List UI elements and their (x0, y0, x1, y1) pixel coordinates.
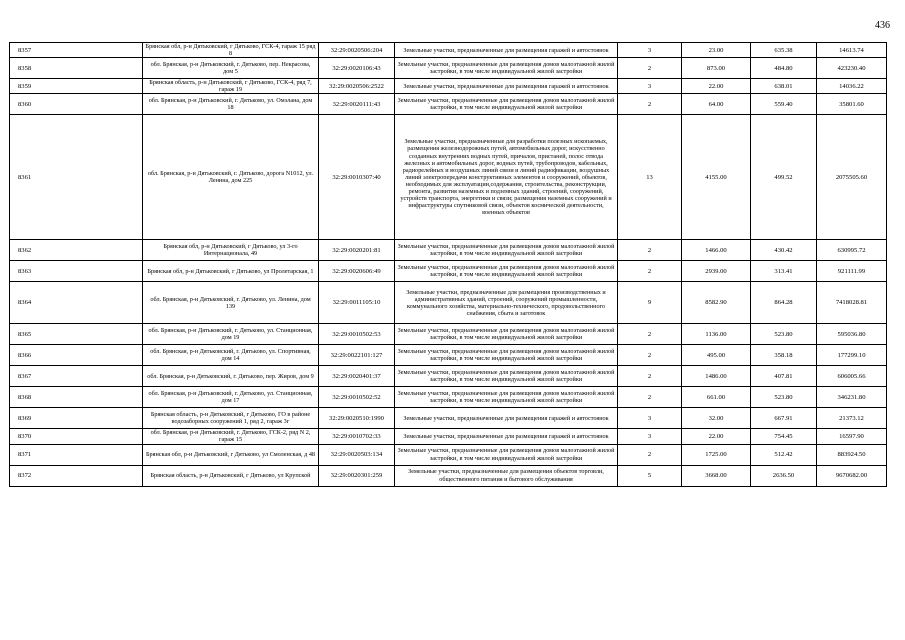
area-cell: 661.00 (682, 387, 751, 408)
table-row (10, 429, 887, 444)
specific-value-cell: 754.45 (751, 429, 817, 444)
table-row (10, 43, 887, 58)
land-purpose-cell: Земельные участки, предназначенные для размещения домов малоэтажной жилой застройки, в том числе индивидуальной жилой застройки (395, 444, 618, 465)
group-code-cell: 2 (618, 324, 682, 345)
table-row (10, 115, 887, 240)
specific-value-cell: 638.01 (751, 79, 817, 94)
land-purpose-cell: Земельные участки, предназначенные для размещения домов малоэтажной жилой застройки, в том числе индивидуальной жилой застройки (395, 261, 618, 282)
specific-value-cell: 559.40 (751, 94, 817, 115)
area-cell: 8582.90 (682, 282, 751, 324)
cadastral-value-cell: 630995.72 (817, 240, 887, 261)
specific-value-cell: 864.28 (751, 282, 817, 324)
group-code-cell: 2 (618, 366, 682, 387)
cadastral-number-cell: 32:29:0020506:2522 (319, 79, 395, 94)
table-row (10, 58, 887, 79)
cadastral-value-cell: 423230.40 (817, 58, 887, 79)
table-row (10, 345, 887, 366)
land-purpose-cell: Земельные участки, предназначенные для размещения гаражей и автостоянок (395, 429, 618, 444)
land-purpose-cell: Земельные участки, предназначенные для размещения домов малоэтажной жилой застройки, в том числе индивидуальной жилой застройки (395, 240, 618, 261)
row-number-cell: 8364 (10, 282, 143, 324)
address-cell: Брянская обл, р-н Дятьковский, г Дятьково, ГСК-4, гараж 15 ряд 8 (143, 43, 319, 58)
area-cell: 64.00 (682, 94, 751, 115)
area-cell: 495.00 (682, 345, 751, 366)
specific-value-cell: 2636.50 (751, 465, 817, 486)
cadastral-value-cell: 595036.80 (817, 324, 887, 345)
cadastral-value-cell: 177299.10 (817, 345, 887, 366)
row-number-cell: 8368 (10, 387, 143, 408)
address-cell: обл. Брянская, р-н Дятьковский, г. Дятьково, ул. Ленина, дом 139 (143, 282, 319, 324)
table-row (10, 444, 887, 465)
row-number-cell: 8362 (10, 240, 143, 261)
specific-value-cell: 635.38 (751, 43, 817, 58)
row-number-cell: 8370 (10, 429, 143, 444)
cadastral-value-cell: 921111.99 (817, 261, 887, 282)
group-code-cell: 3 (618, 408, 682, 429)
cadastral-number-cell: 32:29:0022101:127 (319, 345, 395, 366)
row-number-cell: 8372 (10, 465, 143, 486)
address-cell: Брянская область, р-н Дятьковский, г Дятьково, ул Крупской (143, 465, 319, 486)
group-code-cell: 3 (618, 43, 682, 58)
cadastral-number-cell: 32:29:0020301:259 (319, 465, 395, 486)
specific-value-cell: 358.18 (751, 345, 817, 366)
cadastral-number-cell: 32:29:0020401:37 (319, 366, 395, 387)
row-number-cell: 8358 (10, 58, 143, 79)
address-cell: обл. Брянская, р-н Дятьковский, г. Дятьково, пер. Некрасова, дом 5 (143, 58, 319, 79)
land-purpose-cell: Земельные участки, предназначенные для размещения объектов торговли, общественного питания и бытового обслуживания (395, 465, 618, 486)
land-purpose-cell: Земельные участки, предназначенные для размещения гаражей и автостоянок (395, 43, 618, 58)
land-purpose-cell: Земельные участки, предназначенные для размещения домов малоэтажной жилой застройки, в том числе индивидуальной жилой застройки (395, 58, 618, 79)
address-cell: обл. Брянская, р-н Дятьковский, г. Дятьково, ул. Станционная, дом 19 (143, 324, 319, 345)
address-cell: обл. Брянская, р-н Дятьковский, г. Дятьково, пер. Жиров, дом 9 (143, 366, 319, 387)
table-row (10, 324, 887, 345)
cadastral-number-cell: 32:29:0020201:81 (319, 240, 395, 261)
group-code-cell: 3 (618, 79, 682, 94)
group-code-cell: 2 (618, 387, 682, 408)
group-code-cell: 5 (618, 465, 682, 486)
cadastral-number-cell: 32:29:0011105:10 (319, 282, 395, 324)
table-row (10, 465, 887, 486)
cadastral-value-cell: 606005.66 (817, 366, 887, 387)
area-cell: 22.00 (682, 79, 751, 94)
address-cell: Брянская обл, р-н Дятьковский, г Дятьково, ул 3-го Интернационала, 49 (143, 240, 319, 261)
table-row (10, 240, 887, 261)
table-row (10, 366, 887, 387)
land-purpose-cell: Земельные участки, предназначенные для размещения домов малоэтажной жилой застройки, в том числе индивидуальной жилой застройки (395, 387, 618, 408)
group-code-cell: 2 (618, 261, 682, 282)
cadastral-number-cell: 32:29:0020606:49 (319, 261, 395, 282)
cadastral-value-cell: 7418028.81 (817, 282, 887, 324)
specific-value-cell: 523.80 (751, 387, 817, 408)
address-cell: Брянская область, р-н Дятьковский, г Дятьково, ГО в районе водозаборных сооружений 1, ряд 2, гараж 3г (143, 408, 319, 429)
group-code-cell: 2 (618, 240, 682, 261)
cadastral-number-cell: 32:29:0010307:40 (319, 115, 395, 240)
land-purpose-cell: Земельные участки, предназначенные для размещения домов малоэтажной жилой застройки, в том числе индивидуальной жилой застройки (395, 324, 618, 345)
address-cell: Брянская область, р-н Дятьковский, г Дятьково, ГСК-4, ряд 7, гараж 19 (143, 79, 319, 94)
area-cell: 32.00 (682, 408, 751, 429)
address-cell: обл. Брянская, р-н Дятьковский, г. Дятьково, ул. Станционная, дом 17 (143, 387, 319, 408)
specific-value-cell: 484.80 (751, 58, 817, 79)
area-cell: 23.00 (682, 43, 751, 58)
cadastral-value-cell: 16597.90 (817, 429, 887, 444)
table-row (10, 408, 887, 429)
cadastral-number-cell: 32:29:0020111:43 (319, 94, 395, 115)
area-cell: 1725.00 (682, 444, 751, 465)
group-code-cell: 2 (618, 58, 682, 79)
land-registry-table (9, 42, 887, 487)
table-row (10, 387, 887, 408)
row-number-cell: 8365 (10, 324, 143, 345)
address-cell: обл. Брянская, р-н Дятьковский, г. Дятьково, ГСК-2, ряд N 2, гараж 15 (143, 429, 319, 444)
cadastral-value-cell: 2075505.60 (817, 115, 887, 240)
row-number-cell: 8363 (10, 261, 143, 282)
group-code-cell: 2 (618, 94, 682, 115)
area-cell: 1486.00 (682, 366, 751, 387)
specific-value-cell: 407.81 (751, 366, 817, 387)
area-cell: 3668.00 (682, 465, 751, 486)
row-number-cell: 8361 (10, 115, 143, 240)
land-purpose-cell: Земельные участки, предназначенные для размещения производственных и административных зданий, строений, сооружений промышленности, коммунального хозяйства, материально-технического, продовольственного снабжения, сбыта и заготовок (395, 282, 618, 324)
land-purpose-cell: Земельные участки, предназначенные для размещения домов малоэтажной жилой застройки, в том числе индивидуальной жилой застройки (395, 345, 618, 366)
specific-value-cell: 667.91 (751, 408, 817, 429)
land-purpose-cell: Земельные участки, предназначенные для размещения гаражей и автостоянок (395, 408, 618, 429)
address-cell: Брянская обл, р-н Дятьковский, г Дятьково, ул Пролетарская, 1 (143, 261, 319, 282)
cadastral-value-cell: 346231.80 (817, 387, 887, 408)
cadastral-number-cell: 32:29:0020506:204 (319, 43, 395, 58)
cadastral-value-cell: 9670682.00 (817, 465, 887, 486)
row-number-cell: 8366 (10, 345, 143, 366)
address-cell: обл. Брянская, р-н Дятьковский, г. Дятьково, дорога N1012, ул. Ленина, дом 225 (143, 115, 319, 240)
group-code-cell: 3 (618, 429, 682, 444)
land-purpose-cell: Земельные участки, предназначенные для размещения гаражей и автостоянок (395, 79, 618, 94)
land-purpose-cell: Земельные участки, предназначенные для разработки полезных ископаемых, размещения железнодорожных путей, автомобильных дорог, искусственно созданных внутренних водных путей, причалов, пристаней, полос отвода железных и автомобильных дорог, водных путей, трубопроводов, кабельных, радиорелейных и воздушных линий связи и линий радиофикации, воздушных линий электропередачи конструктивных элементов и сооружений, объектов, необходимых для эксплуатации,содержания, строительства, реконструкции, ремонта, развития наземных и подземных зданий, строений, сооружений, устройств транспорта, энергетики и связи; размещения наземных сооружений и инфраструктуры спутниковой связи, объектов космической деятельности, военных объектов (395, 115, 618, 240)
row-number-cell: 8369 (10, 408, 143, 429)
cadastral-number-cell: 32:29:0020106:43 (319, 58, 395, 79)
group-code-cell: 13 (618, 115, 682, 240)
area-cell: 873.00 (682, 58, 751, 79)
area-cell: 1136.00 (682, 324, 751, 345)
cadastral-value-cell: 14613.74 (817, 43, 887, 58)
land-purpose-cell: Земельные участки, предназначенные для размещения домов малоэтажной жилой застройки, в том числе индивидуальной жилой застройки (395, 366, 618, 387)
specific-value-cell: 430.42 (751, 240, 817, 261)
area-cell: 1466.00 (682, 240, 751, 261)
row-number-cell: 8367 (10, 366, 143, 387)
row-number-cell: 8359 (10, 79, 143, 94)
cadastral-number-cell: 32:29:0010502:53 (319, 324, 395, 345)
cadastral-value-cell: 35801.60 (817, 94, 887, 115)
cadastral-number-cell: 32:29:0010502:52 (319, 387, 395, 408)
address-cell: обл. Брянская, р-н Дятьковский, г. Дятьково, ул. Омэлана, дом 18 (143, 94, 319, 115)
specific-value-cell: 499.52 (751, 115, 817, 240)
table-row (10, 282, 887, 324)
address-cell: обл. Брянская, р-н Дятьковский, г. Дятьково, ул. Спортивная, дом 14 (143, 345, 319, 366)
table-row (10, 79, 887, 94)
group-code-cell: 2 (618, 444, 682, 465)
cadastral-value-cell: 14036.22 (817, 79, 887, 94)
row-number-cell: 8357 (10, 43, 143, 58)
group-code-cell: 2 (618, 345, 682, 366)
cadastral-value-cell: 21373.12 (817, 408, 887, 429)
specific-value-cell: 313.41 (751, 261, 817, 282)
table-row (10, 94, 887, 115)
group-code-cell: 9 (618, 282, 682, 324)
area-cell: 2939.00 (682, 261, 751, 282)
cadastral-value-cell: 883924.50 (817, 444, 887, 465)
specific-value-cell: 512.42 (751, 444, 817, 465)
cadastral-number-cell: 32:29:0020503:134 (319, 444, 395, 465)
area-cell: 22.00 (682, 429, 751, 444)
cadastral-number-cell: 32:29:0010702:33 (319, 429, 395, 444)
row-number-cell: 8371 (10, 444, 143, 465)
area-cell: 4155.00 (682, 115, 751, 240)
table-row (10, 261, 887, 282)
specific-value-cell: 523.80 (751, 324, 817, 345)
row-number-cell: 8360 (10, 94, 143, 115)
cadastral-number-cell: 32:29:0020510:1990 (319, 408, 395, 429)
land-purpose-cell: Земельные участки, предназначенные для размещения домов малоэтажной жилой застройки, в том числе индивидуальной жилой застройки (395, 94, 618, 115)
page-number: 436 (875, 20, 890, 31)
address-cell: Брянская обл, р-н Дятьковский, г Дятьково, ул Смоленская, д 48 (143, 444, 319, 465)
